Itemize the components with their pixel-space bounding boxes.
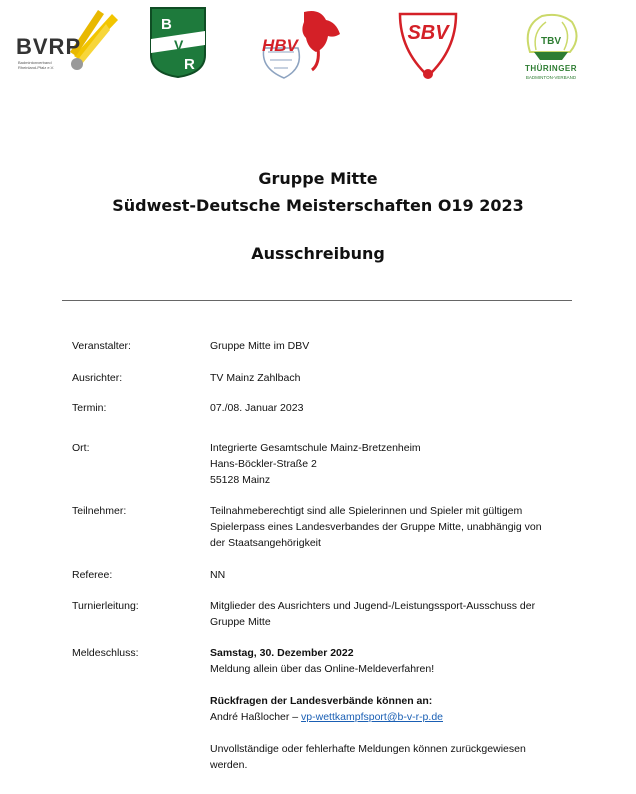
teilnehmer-line-2: Spielerpass eines Landesverbandes der Gruppe Mitte, unabhängig von bbox=[210, 521, 542, 533]
title-line-1: Gruppe Mitte bbox=[258, 169, 378, 188]
label-ort: Ort: bbox=[72, 442, 90, 454]
bvr-letter-r: R bbox=[184, 56, 195, 73]
value-ausrichter: TV Mainz Zahlbach bbox=[210, 372, 301, 384]
label-veranstalter: Veranstalter: bbox=[72, 340, 131, 352]
sbv-wordmark: SBV bbox=[407, 22, 449, 44]
value-meldeschluss bbox=[210, 645, 570, 773]
bvrp-wordmark: BVRP bbox=[16, 34, 82, 59]
warning-line-1: Unvollständige oder fehlerhafte Meldungen können zurückgewiesen bbox=[210, 743, 526, 755]
meldeschluss-note: Meldung allein über das Online-Meldeverfahren! bbox=[210, 663, 435, 675]
bvr-logo bbox=[148, 5, 208, 79]
contact-name: André Haßlocher – bbox=[210, 711, 302, 723]
ort-line-1: Integrierte Gesamtschule Mainz-Bretzenheim bbox=[210, 442, 421, 454]
sbv-logo bbox=[396, 10, 460, 82]
teilnehmer-line-3: der Staatsangehörigkeit bbox=[210, 537, 321, 549]
label-turnierleitung: Turnierleitung: bbox=[72, 600, 139, 612]
label-termin: Termin: bbox=[72, 402, 107, 414]
label-meldeschluss: Meldeschluss: bbox=[72, 647, 139, 659]
teilnehmer-line-1: Teilnahmeberechtigt sind alle Spielerinnen und Spieler mit gültigem bbox=[210, 505, 523, 517]
bvrp-subtitle-2: Rheinland-Pfalz e.V. bbox=[18, 65, 55, 70]
value-referee: NN bbox=[210, 569, 226, 581]
tbv-line-2: BADMINTON-VERBAND bbox=[525, 75, 577, 80]
warning-line-2: werden. bbox=[210, 759, 248, 771]
label-referee: Referee: bbox=[72, 569, 113, 581]
meldeschluss-date: Samstag, 30. Dezember 2022 bbox=[210, 647, 354, 659]
turnierleitung-line-2: Gruppe Mitte bbox=[210, 616, 271, 628]
turnierleitung-line-1: Mitglieder des Ausrichters und Jugend-/Leistungssport-Ausschuss der bbox=[210, 600, 536, 612]
document-subtitle: Ausschreibung bbox=[251, 244, 385, 263]
tbv-wordmark: TBV bbox=[541, 36, 561, 47]
contact-line bbox=[210, 709, 570, 725]
value-veranstalter: Gruppe Mitte im DBV bbox=[210, 340, 310, 352]
bvr-letter-v: V bbox=[174, 37, 184, 53]
bvr-letter-b: B bbox=[161, 16, 172, 33]
hbv-logo bbox=[254, 8, 358, 82]
horizontal-divider bbox=[62, 300, 572, 301]
title-block bbox=[0, 168, 636, 265]
sbv-shuttlecock-icon bbox=[396, 10, 460, 82]
value-turnierleitung bbox=[210, 598, 570, 630]
hbv-wordmark: HBV bbox=[262, 36, 298, 55]
bvrp-subtitle-1: Badmintonverband bbox=[18, 60, 52, 65]
contact-email-link[interactable]: vp-wettkampfsport@b-v-r-p.de bbox=[301, 711, 443, 723]
label-ausrichter: Ausrichter: bbox=[72, 372, 123, 384]
logo-bar bbox=[0, 0, 636, 90]
rueckfragen-heading: Rückfragen der Landesverbände können an: bbox=[210, 695, 433, 707]
tbv-logo bbox=[512, 12, 590, 84]
value-termin: 07./08. Januar 2023 bbox=[210, 402, 304, 414]
tbv-line-1: THÜRINGER bbox=[524, 64, 578, 73]
label-teilnehmer: Teilnehmer: bbox=[72, 505, 127, 517]
bvrp-logo bbox=[14, 6, 124, 76]
ort-line-3: 55128 Mainz bbox=[210, 474, 271, 486]
bvr-shield-icon bbox=[148, 5, 208, 79]
title-line-2: Südwest-Deutsche Meisterschaften O19 2023 bbox=[112, 196, 524, 215]
value-teilnehmer bbox=[210, 503, 570, 551]
ort-line-2: Hans-Böckler-Straße 2 bbox=[210, 458, 317, 470]
value-ort bbox=[210, 440, 570, 488]
